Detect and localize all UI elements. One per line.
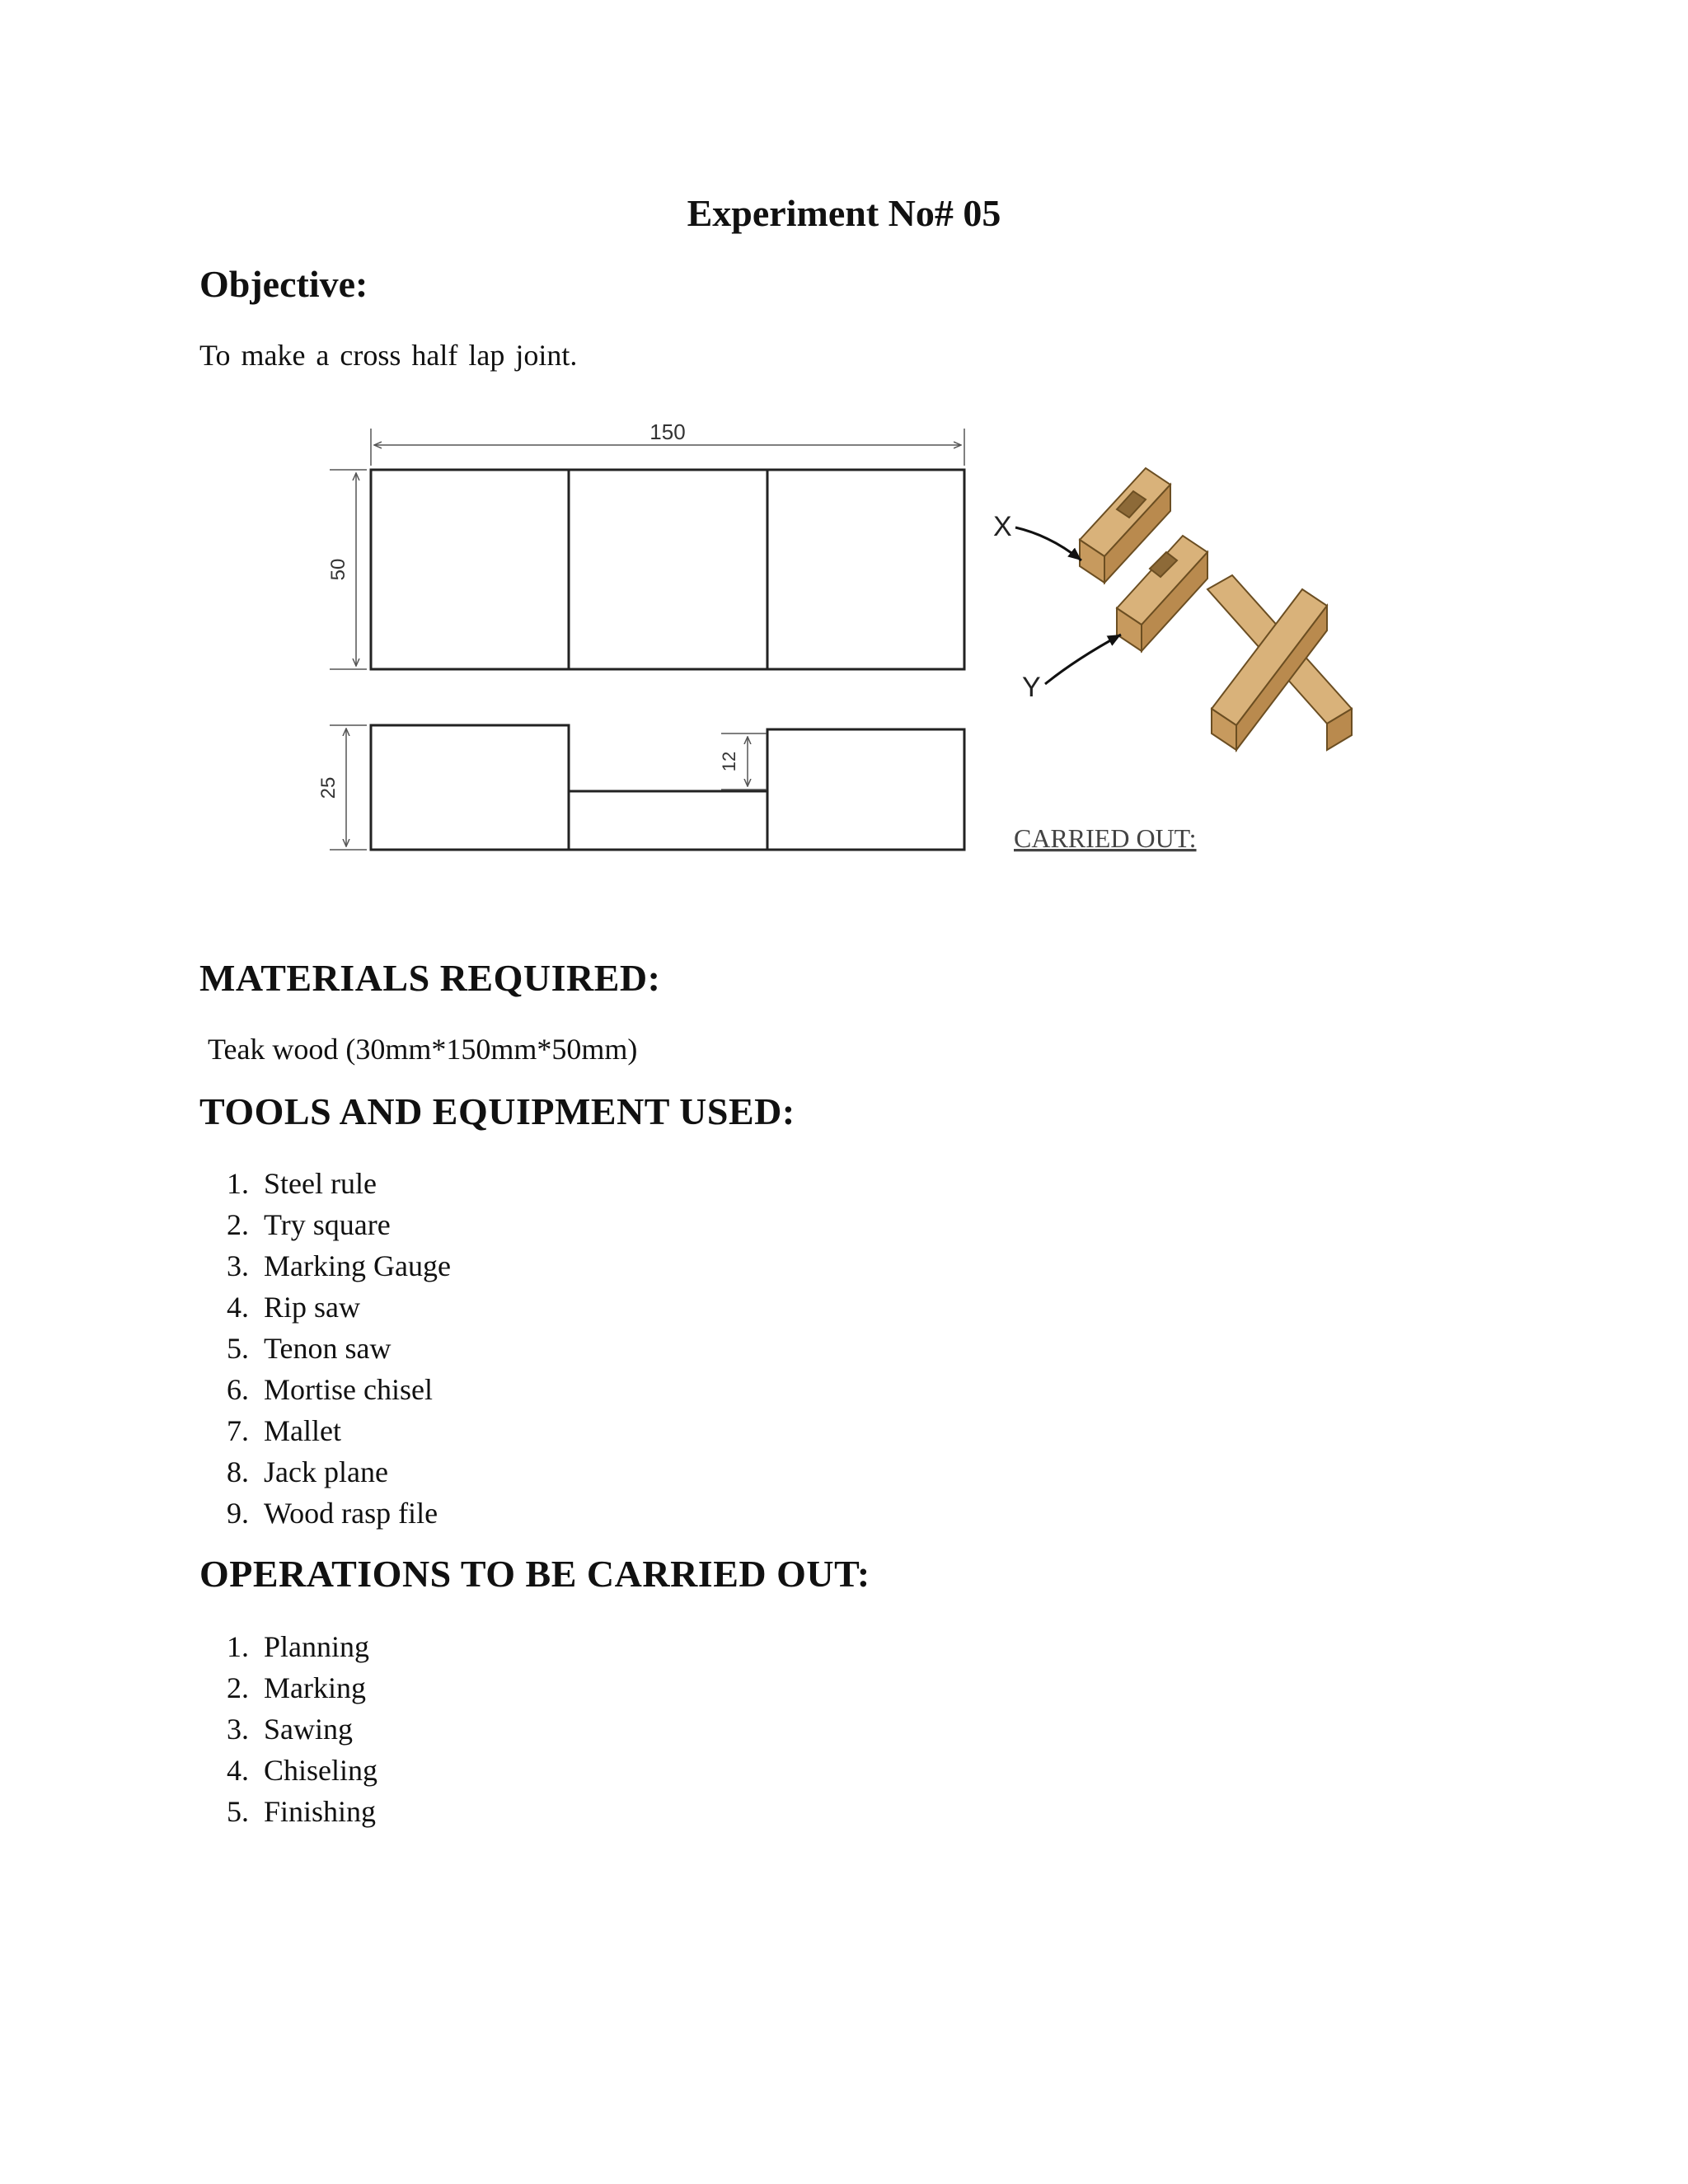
list-item-number: 2. bbox=[227, 1671, 249, 1704]
list-item-label: Wood rasp file bbox=[264, 1497, 438, 1530]
list-item bbox=[199, 1708, 377, 1750]
list-item-label: Steel rule bbox=[264, 1167, 377, 1200]
list-item-number: 3. bbox=[227, 1713, 249, 1746]
list-item bbox=[199, 1493, 451, 1534]
list-item bbox=[199, 1245, 451, 1286]
list-item bbox=[199, 1451, 451, 1493]
list-item bbox=[199, 1791, 377, 1832]
operations-list bbox=[199, 1626, 377, 1832]
list-item-number: 4. bbox=[227, 1754, 249, 1787]
length-dim-label: 150 bbox=[649, 419, 686, 444]
list-item-label: Marking Gauge bbox=[264, 1249, 451, 1282]
list-item-label: Tenon saw bbox=[264, 1332, 392, 1365]
list-item-label: Chiseling bbox=[264, 1754, 378, 1787]
list-item-number: 3. bbox=[227, 1249, 249, 1282]
page-title: Experiment No# 05 bbox=[687, 192, 1001, 234]
list-item bbox=[199, 1626, 377, 1667]
materials-heading: MATERIALS REQUIRED: bbox=[199, 957, 661, 999]
top-view bbox=[371, 470, 964, 669]
list-item-label: Rip saw bbox=[264, 1291, 360, 1324]
list-item-number: 2. bbox=[227, 1208, 249, 1241]
list-item-number: 5. bbox=[227, 1795, 249, 1828]
list-item-number: 1. bbox=[227, 1167, 249, 1200]
carried-out-caption: CARRIED OUT: bbox=[1014, 823, 1197, 853]
list-item bbox=[199, 1410, 451, 1451]
operations-heading: OPERATIONS TO BE CARRIED OUT: bbox=[199, 1553, 870, 1595]
list-item-label: Jack plane bbox=[264, 1455, 388, 1488]
joint-drawing-svg bbox=[305, 412, 1376, 874]
list-item-number: 8. bbox=[227, 1455, 249, 1488]
list-item bbox=[199, 1328, 451, 1369]
list-item bbox=[199, 1204, 451, 1245]
list-item bbox=[199, 1163, 451, 1204]
label-x: X bbox=[993, 511, 1012, 542]
list-item-number: 5. bbox=[227, 1332, 249, 1365]
list-item-number: 6. bbox=[227, 1373, 249, 1406]
list-item-label: Mallet bbox=[264, 1414, 341, 1447]
objective-heading: Objective: bbox=[199, 263, 368, 305]
height-dim-label: 50 bbox=[327, 558, 349, 581]
list-item bbox=[199, 1667, 377, 1708]
list-item-label: Marking bbox=[264, 1671, 366, 1704]
label-y: Y bbox=[1022, 672, 1041, 703]
list-item-label: Sawing bbox=[264, 1713, 353, 1746]
list-item-label: Planning bbox=[264, 1630, 370, 1663]
front-view bbox=[371, 725, 964, 850]
tools-list bbox=[199, 1163, 451, 1534]
assembled-joint-illustration bbox=[1207, 575, 1352, 750]
tools-heading: TOOLS AND EQUIPMENT USED: bbox=[199, 1090, 795, 1132]
list-item bbox=[199, 1286, 451, 1328]
objective-text: To make a cross half lap joint. bbox=[199, 339, 578, 372]
list-item bbox=[199, 1750, 377, 1791]
list-item-number: 1. bbox=[227, 1630, 249, 1663]
list-item-number: 4. bbox=[227, 1291, 249, 1324]
depth-dim-label: 12 bbox=[719, 751, 739, 772]
list-item-label: Finishing bbox=[264, 1795, 377, 1828]
list-item bbox=[199, 1369, 451, 1410]
list-item-label: Mortise chisel bbox=[264, 1373, 433, 1406]
list-item-number: 7. bbox=[227, 1414, 249, 1447]
list-item-label: Try square bbox=[264, 1208, 391, 1241]
thickness-dim-label: 25 bbox=[317, 776, 340, 799]
materials-text: Teak wood (30mm*150mm*50mm) bbox=[208, 1033, 638, 1066]
arrow-x bbox=[1015, 527, 1081, 560]
arrow-y bbox=[1045, 635, 1121, 684]
joint-drawing-figure bbox=[305, 412, 1376, 874]
list-item-number: 9. bbox=[227, 1497, 249, 1530]
